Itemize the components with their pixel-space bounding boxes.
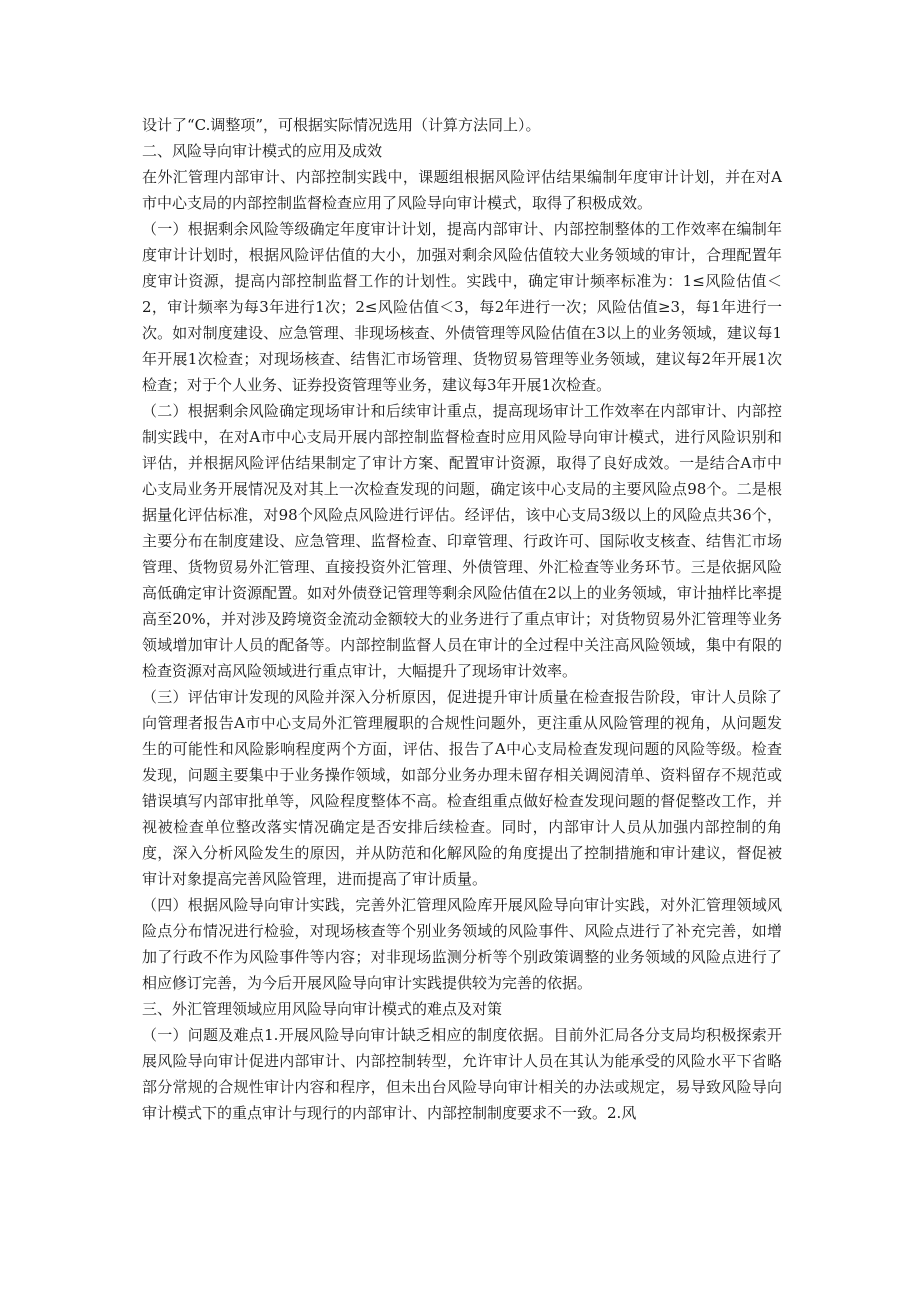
paragraph: （一）问题及难点1.开展风险导向审计缺乏相应的制度依据。目前外汇局各分支局均积极探索开展风险导向审计促进内部审计、内部控制转型，允许审计人员在其认为能承受的风险水平下省略部分常规的合规性审计内容和程序，但未出台风险导向审计相关的办法或规定，易导致风险导向审计模式下的重点审计与现行的内部审计、内部控制制度要求不一致。2.风: [142, 1026, 782, 1122]
section-heading-2: 二、风险导向审计模式的应用及成效: [142, 142, 383, 160]
paragraph: （二）根据剩余风险确定现场审计和后续审计重点，提高现场审计工作效率在内部审计、内部控制实践中，在对A市中心支局开展内部控制监督检查时应用风险导向审计模式，进行风险识别和评估，并根据风险评估结果制定了审计方案、配置审计资源，取得了良好成效。一是结合A市中心支局业务开展情况及对其上一次检查发现的问题，确定该中心支局的主要风险点98个。二是根据量化评估标准，对98个风险点风险进行评估。经评估，该中心支局3级以上的风险点共36个，主要分布在制度建设、应急管理、监督检查、印章管理、行政许可、国际收支核查、结售汇市场管理、货物贸易外汇管理、直接投资外汇管理、外债管理、外汇检查等业务环节。三是依据风险高低确定审计资源配置。如对外债登记管理等剩余风险估值在2以上的业务领域，审计抽样比率提高至20%，并对涉及跨境资金流动金额较大的业务进行了重点审计；对货物贸易外汇管理等业务领域增加审计人员的配备等。内部控制监督人员在审计的全过程中关注高风险领域，集中有限的检查资源对高风险领域进行重点审计，大幅提升了现场审计效率。: [142, 402, 782, 680]
paragraph: （一）根据剩余风险等级确定年度审计计划，提高内部审计、内部控制整体的工作效率在编制年度审计计划时，根据风险评估值的大小，加强对剩余风险估值较大业务领域的审计，合理配置年度审计资源，提高内部控制监督工作的计划性。实践中，确定审计频率标准为：1≤风险估值＜2，审计频率为每3年进行1次；2≤风险估值＜3，每2年进行一次；风险估值≥3，每1年进行一次。如对制度建设、应急管理、非现场核查、外债管理等风险估值在3以上的业务领域，建议每1年开展1次检查；对现场核查、结售汇市场管理、货物贸易管理等业务领域，建议每2年开展1次检查；对于个人业务、证券投资管理等业务，建议每3年开展1次检查。: [142, 220, 782, 394]
paragraph-intro: 设计了“C.调整项”，可根据实际情况选用（计算方法同上）。: [142, 116, 541, 134]
paragraph: 在外汇管理内部审计、内部控制实践中，课题组根据风险评估结果编制年度审计计划，并在对A市中心支局的内部控制监督检查应用了风险导向审计模式，取得了积极成效。: [142, 168, 782, 212]
paragraph: （三）评估审计发现的风险并深入分析原因，促进提升审计质量在检查报告阶段，审计人员除了向管理者报告A市中心支局外汇管理履职的合规性问题外，更注重从风险管理的视角，从问题发生的可能性和风险影响程度两个方面，评估、报告了A中心支局检查发现问题的风险等级。检查发现，问题主要集中于业务操作领域，如部分业务办理未留存相关调阅清单、资料留存不规范或错误填写内部审批单等，风险程度整体不高。检查组重点做好检查发现问题的督促整改工作，并视被检查单位整改落实情况确定是否安排后续检查。同时，内部审计人员从加强内部控制的角度，深入分析风险发生的原因，并从防范和化解风险的角度提出了控制措施和审计建议，督促被审计对象提高完善风险管理，进而提高了审计质量。: [142, 688, 782, 888]
section-heading-3: 三、外汇管理领域应用风险导向审计模式的难点及对策: [142, 1000, 503, 1018]
paragraph: （四）根据风险导向审计实践，完善外汇管理风险库开展风险导向审计实践，对外汇管理领域风险点分布情况进行检验，对现场核查等个别业务领域的风险事件、风险点进行了补充完善，如增加了行政不作为风险事件等内容；对非现场监测分析等个别政策调整的业务领域的风险点进行了相应修订完善，为今后开展风险导向审计实践提供较为完善的依据。: [142, 896, 782, 992]
document-body: [142, 112, 782, 1126]
